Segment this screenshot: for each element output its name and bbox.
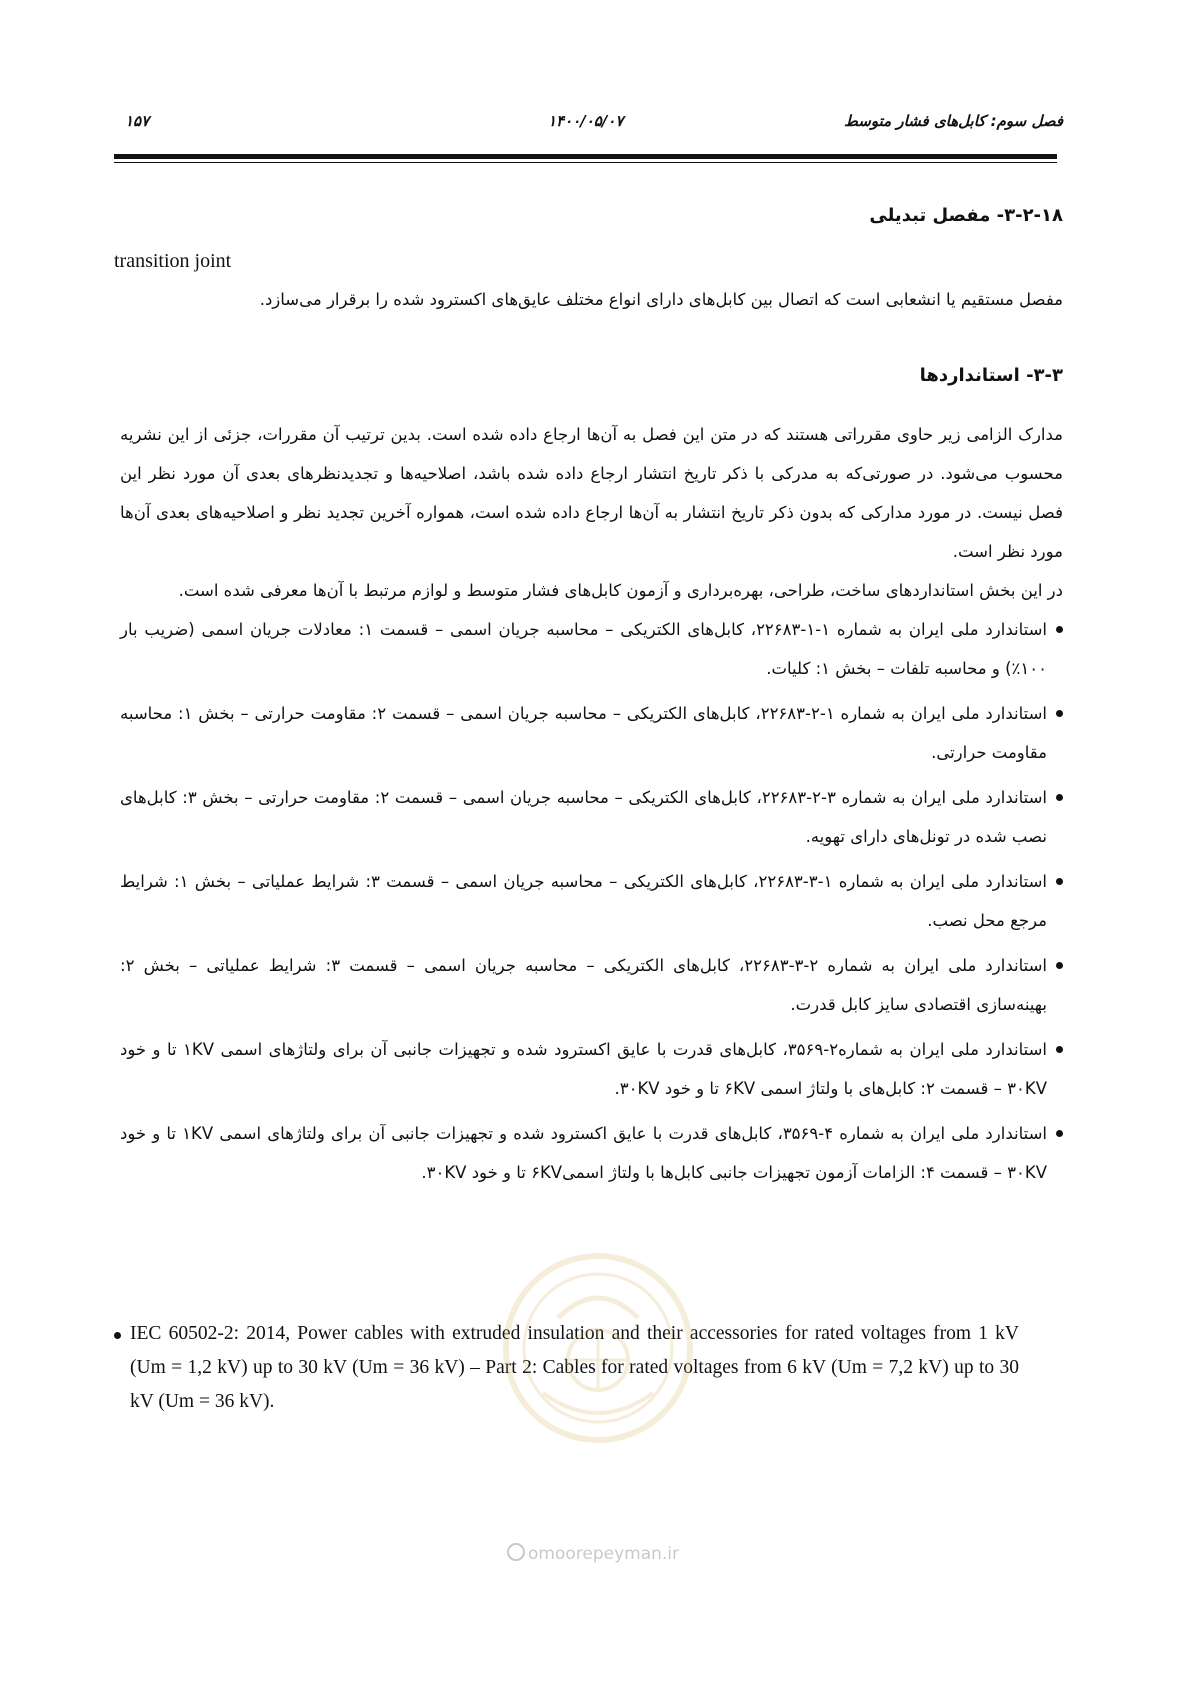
list-item: استاندارد ملی ایران به شماره ۱-۱-۲۲۶۸۳، کابل‌های الکتریکی – محاسبه جریان اسمی – قسمت ۱: معادلات جریان اسمی (ضریب بار ۱۰۰٪) و محاسبه تلفات – بخش ۱: کلیات. [120,610,1063,688]
header-rule-thin [114,162,1057,163]
term-definition [120,280,1063,319]
section-heading-transition-joint: ۳-۲-۱۸- مفصل تبدیلی [869,205,1063,226]
watermark-site: omoorepeyman.ir [507,1543,679,1564]
iec-standard-text: IEC 60502-2: 2014, Power cables with extruded insulation and their accessories for rated voltages from 1 kV (Um = 1,2 kV) up to 30 kV (Um = 36 kV) – Part 2: Cables for rated voltages from 6 kV (Um = 7,2 kV) up to 30 kV (Um = 36 kV). [130,1323,1019,1412]
definition-text: مفصل مستقیم یا انشعابی است که اتصال بین کابل‌های دارای انواع مختلف عایق‌های اکسترود شده را برقرار می‌سازد. [259,290,1063,309]
bullet-icon [114,1332,121,1339]
page-number: ۱۵۷ [125,112,150,130]
intro-paragraph: مدارک الزامی زیر حاوی مقرراتی هستند که در متن این فصل به آن‌ها ارجاع داده شده است. بدین ترتیب آن مقررات، جزئی از این نشریه محسوب می‌شود. در صورتی‌که به مدرکی با ذکر تاریخ انتشار ارجاع داده شده باشد، اصلاحیه‌ها و تجدیدنظرهای بعدی آن مورد نظر این فصل نیست. در مورد مدارکی که بدون ذکر تاریخ انتشار به آن‌ها ارجاع داده شده است، همواره آخرین تجدید نظر و اصلاحیه‌های بعدی آن‌ها مورد نظر است. [120,425,1063,561]
section-heading-standards: ۳-۳- استانداردها [919,365,1063,386]
header-rule-thick [114,154,1057,159]
national-standards-list [120,610,1063,1192]
list-item: استاندارد ملی ایران به شماره۲-۳۵۶۹، کابل‌های قدرت با عایق اکسترود شده و تجهیزات جانبی آن برای ولتاژهای اسمی ۱KV تا و خود ۳۰KV – قسمت ۲: کابل‌های با ولتاژ اسمی ۶KV تا و خود ۳۰KV. [120,1030,1063,1108]
watermark-logo-icon [507,1543,525,1561]
scope-paragraph: در این بخش استانداردهای ساخت، طراحی، بهره‌برداری و آزمون کابل‌های فشار متوسط و لوازم مرتبط با آن‌ها معرفی شده است. [178,581,1063,600]
running-header-title: فصل سوم: کابل‌های فشار متوسط [844,112,1063,130]
list-item: استاندارد ملی ایران به شماره ۲-۳-۲۲۶۸۳، کابل‌های الکتریکی – محاسبه جریان اسمی – قسمت ۳: شرایط عملیاتی – بخش ۲: بهینه‌سازی اقتصادی سایز کابل قدرت. [120,946,1063,1024]
publisher-seal-watermark [498,1248,698,1448]
list-item: استاندارد ملی ایران به شماره ۳-۲-۲۲۶۸۳، کابل‌های الکتریکی – محاسبه جریان اسمی – قسمت ۲: مقاومت حرارتی – بخش ۳: کابل‌های نصب شده در تونل‌های دارای تهویه. [120,778,1063,856]
list-item: استاندارد ملی ایران به شماره ۱-۳-۲۲۶۸۳، کابل‌های الکتریکی – محاسبه جریان اسمی – قسمت ۳: شرایط عملیاتی – بخش ۱: شرایط مرجع محل نصب. [120,862,1063,940]
list-item: استاندارد ملی ایران به شماره ۴-۳۵۶۹، کابل‌های قدرت با عایق اکسترود شده و تجهیزات جانبی آن برای ولتاژهای اسمی ۱KV تا و خود ۳۰KV – قسمت ۴: الزامات آزمون تجهیزات جانبی کابل‌ها با ولتاژ اسمی۶KV تا و خود ۳۰KV. [120,1114,1063,1192]
term-english: transition joint [114,250,232,272]
list-item: استاندارد ملی ایران به شماره ۱-۲-۲۲۶۸۳، کابل‌های الکتریکی – محاسبه جریان اسمی – قسمت ۲: مقاومت حرارتی – بخش ۱: محاسبه مقاومت حرارتی. [120,694,1063,772]
standards-body [120,415,1063,1198]
running-header-date: ۱۴۰۰/۰۵/۰۷ [548,112,624,130]
